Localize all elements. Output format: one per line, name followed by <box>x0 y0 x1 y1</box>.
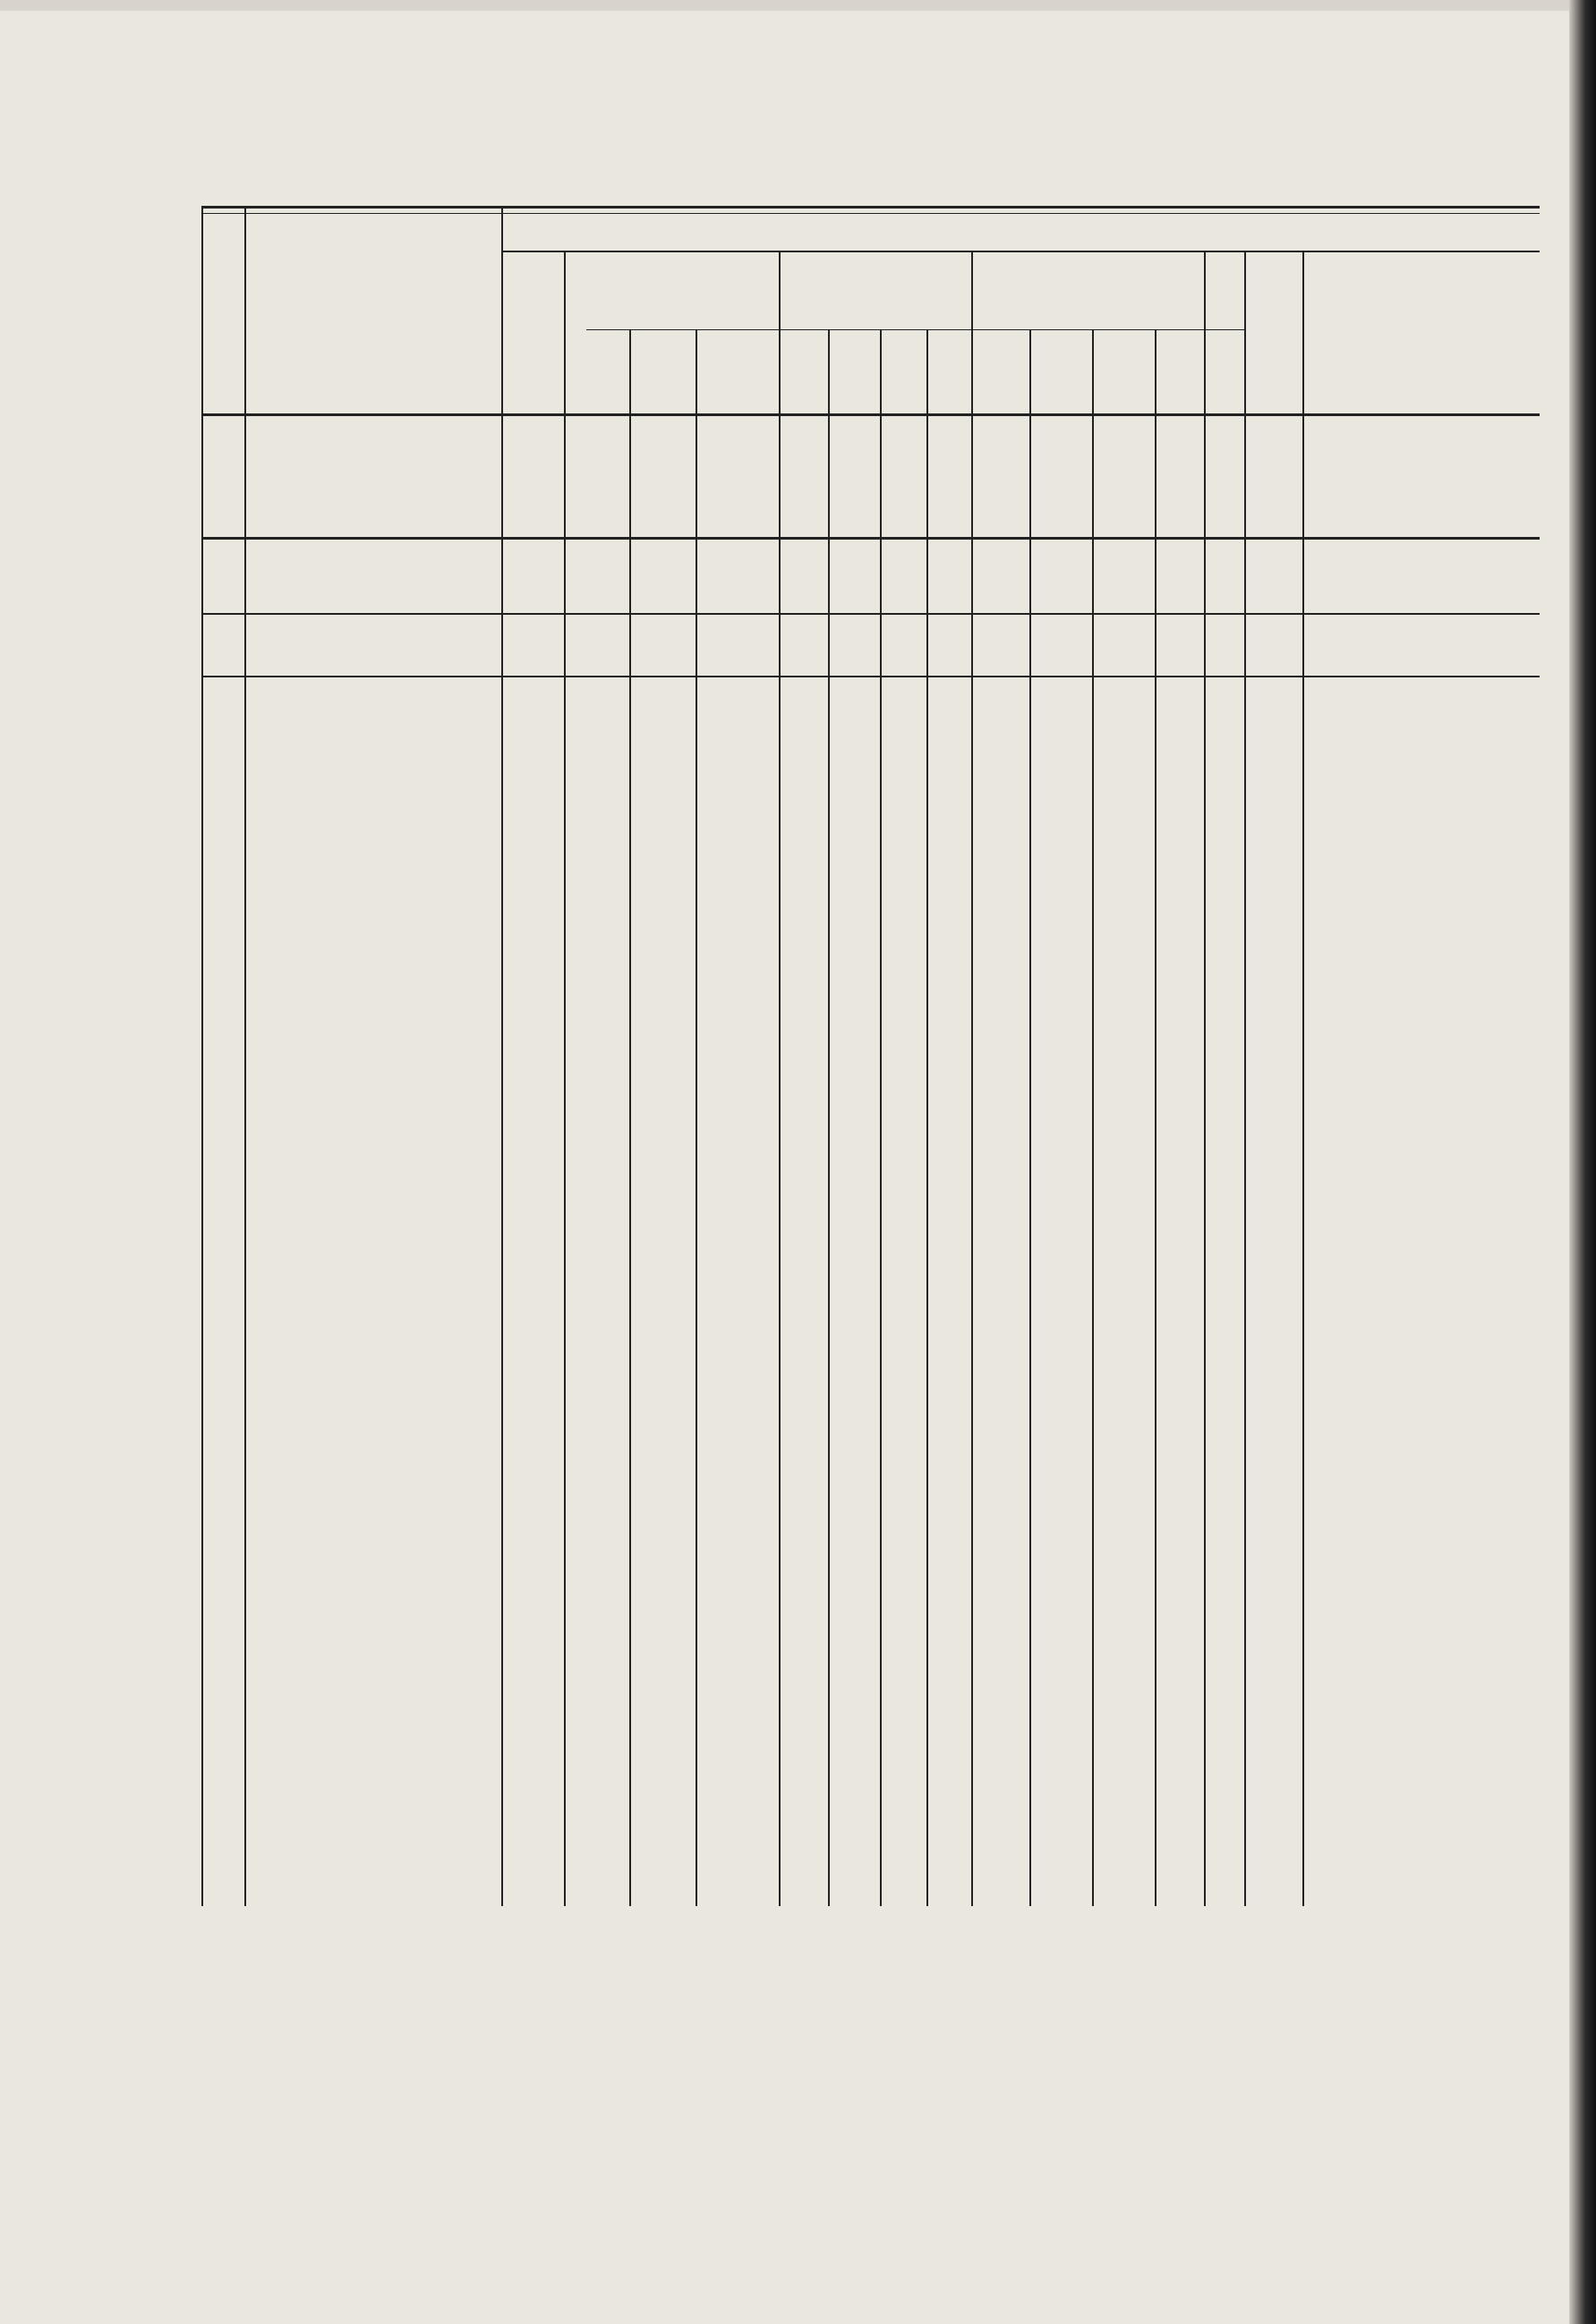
header-israel <box>883 336 923 412</box>
header-fortlaufende <box>209 219 239 407</box>
statistics-table <box>201 206 1540 1906</box>
header-deutsch <box>985 336 1024 412</box>
summe-gb-row <box>201 626 1540 664</box>
scan-edge-top <box>0 0 1596 11</box>
header-hauser <box>1208 304 1241 403</box>
header-andere1 <box>931 336 967 412</box>
header-ruthen <box>1105 336 1145 412</box>
header-romkath <box>785 336 824 412</box>
header-polnisch <box>1043 336 1082 412</box>
scan-edge-right <box>1569 0 1596 2324</box>
header-andere2 <box>1166 336 1199 412</box>
header-griechkath <box>835 336 875 412</box>
summe-guts-row <box>201 555 1540 592</box>
header-areal <box>515 260 558 407</box>
